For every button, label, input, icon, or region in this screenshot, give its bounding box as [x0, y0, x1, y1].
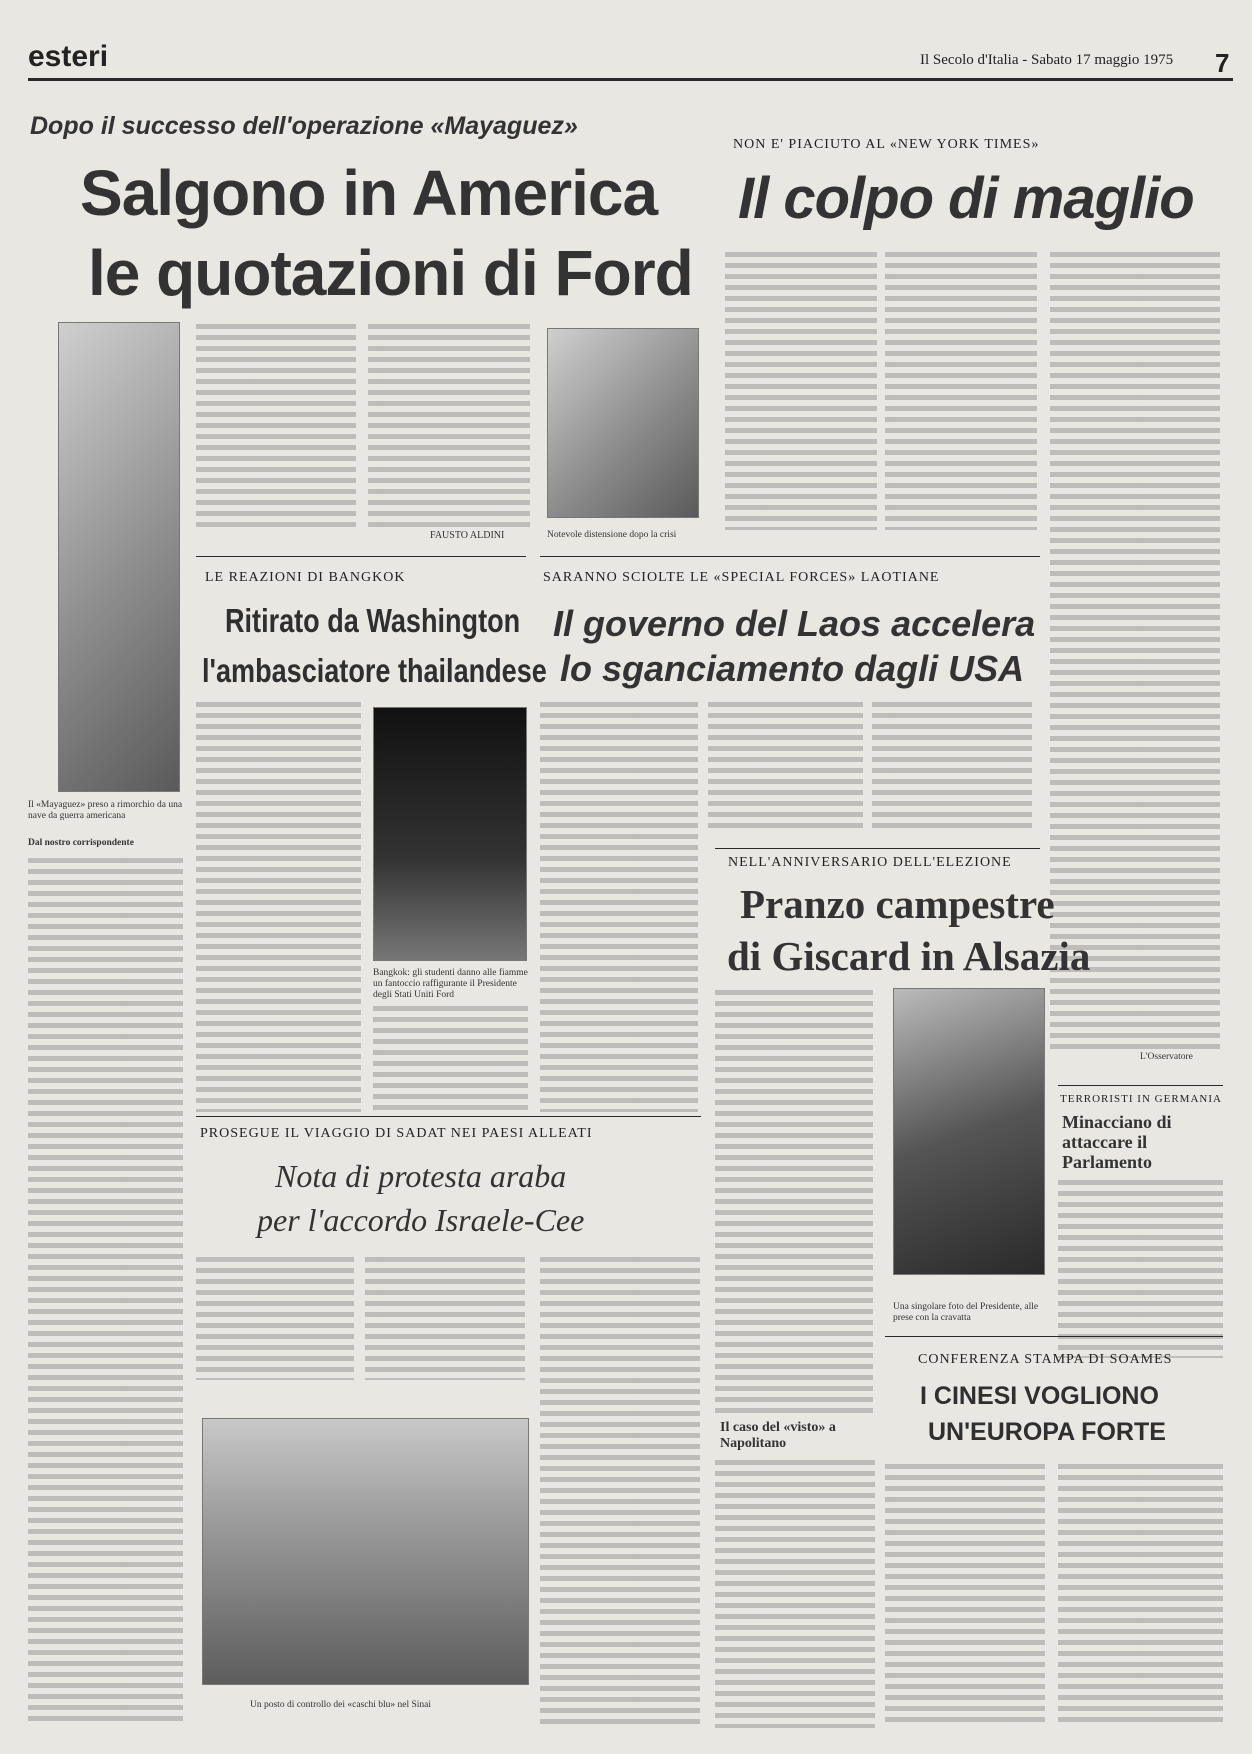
visto-text: [715, 1458, 875, 1728]
ford-text-col2: [196, 322, 356, 527]
laos-rule: [540, 556, 1040, 557]
masthead: Il Secolo d'Italia - Sabato 17 maggio 1975: [920, 52, 1174, 68]
sadat-text-col3: [540, 1255, 700, 1725]
laos-text-col1: [540, 700, 698, 1112]
section-label: esteri: [28, 40, 109, 73]
nyt-kicker: NON E' PIACIUTO AL «NEW YORK TIMES»: [733, 137, 1040, 152]
sadat-kicker: PROSEGUE IL VIAGGIO DI SADAT NEI PAESI ALLEATI: [200, 1126, 593, 1141]
soames-headline-2: UN'EUROPA FORTE: [928, 1418, 1166, 1446]
soames-kicker: CONFERENZA STAMPA DI SOAMES: [918, 1352, 1173, 1367]
bangkok-kicker: LE REAZIONI DI BANGKOK: [205, 570, 406, 585]
germania-headline: Minacciano di attaccare il Parlamento: [1062, 1112, 1172, 1172]
header-rule: [28, 78, 1233, 81]
sadat-headline-1: Nota di protesta araba: [275, 1158, 567, 1194]
giscard-headline-1: Pranzo campestre: [740, 881, 1055, 927]
nyt-text-col1: [725, 250, 877, 530]
germania-kicker: TERRORISTI IN GERMANIA: [1060, 1093, 1222, 1105]
giscard-headline-2: di Giscard in Alsazia: [727, 933, 1091, 979]
ford-text-col1: [28, 856, 183, 1726]
giscard-text-col1: [715, 988, 873, 1413]
ford-headline-1: Salgono in America: [80, 157, 658, 229]
ford-supra: Dopo il successo dell'operazione «Mayaguez»: [30, 112, 578, 140]
bangkok-rule: [196, 556, 526, 557]
sadat-headline-2: per l'accordo Israele-Cee: [257, 1202, 585, 1238]
sinai-photo: [202, 1418, 529, 1685]
ford-photo-caption: Notevole distensione dopo la crisi: [547, 530, 677, 540]
giscard-kicker: NELL'ANNIVERSARIO DELL'ELEZIONE: [728, 855, 1012, 870]
bangkok-headline-1: Ritirato da Washington: [225, 602, 521, 639]
giscard-photo-caption: Una singolare foto del Presidente, alle prese con la cravatta: [893, 1302, 1039, 1323]
bangkok-headline-2: l'ambasciatore thailandese: [202, 652, 547, 689]
nyt-source: L'Osservatore: [1140, 1052, 1193, 1062]
bangkok-text-col1: [196, 700, 361, 1112]
giscard-photo: [893, 988, 1045, 1275]
visto-headline: Il caso del «visto» a Napolitano: [720, 1420, 836, 1451]
soames-headline-1: I CINESI VOGLIONO: [920, 1382, 1159, 1410]
laos-headline-2: lo sganciamento dagli USA: [560, 648, 1025, 689]
ford-text-col3: [368, 322, 530, 527]
mayaguez-caption: Il «Mayaguez» preso a rimorchio da una nave da guerra americana: [28, 800, 183, 821]
page-number: 7: [1215, 48, 1230, 78]
mayaguez-photo: [58, 322, 180, 792]
germania-rule: [1058, 1085, 1223, 1086]
soames-rule: [885, 1336, 1223, 1337]
nyt-text-col2: [885, 250, 1037, 530]
ford-dateline: Dal nostro corrispondente: [28, 838, 134, 848]
sadat-text-col1: [196, 1255, 354, 1380]
laos-text-col2: [708, 700, 863, 830]
nyt-text-col3: [1050, 250, 1220, 1050]
laos-headline-1: Il governo del Laos accelera: [553, 603, 1036, 644]
soames-text-col2: [1058, 1462, 1223, 1727]
sinai-photo-caption: Un posto di controllo dei «caschi blu» nel Sinai: [250, 1700, 432, 1710]
sadat-text-col2: [365, 1255, 525, 1380]
bangkok-photo-caption: Bangkok: gli studenti danno alle fiamme un fantoccio raffigurante il Presidente degli Stati Uniti Ford: [373, 968, 528, 1000]
ford-headline-2: le quotazioni di Ford: [88, 237, 693, 309]
laos-text-col3: [872, 700, 1032, 830]
sadat-rule: [196, 1116, 701, 1117]
bangkok-photo: [373, 707, 527, 961]
ford-byline: FAUSTO ALDINI: [430, 530, 505, 541]
nyt-headline: Il colpo di maglio: [738, 166, 1194, 231]
germania-text: [1058, 1178, 1223, 1358]
ford-photo: [547, 328, 699, 518]
soames-text-col1: [885, 1462, 1045, 1727]
laos-kicker: SARANNO SCIOLTE LE «SPECIAL FORCES» LAOTIANE: [543, 570, 940, 585]
giscard-rule: [715, 848, 1040, 849]
bangkok-text-col2: [373, 1004, 528, 1112]
